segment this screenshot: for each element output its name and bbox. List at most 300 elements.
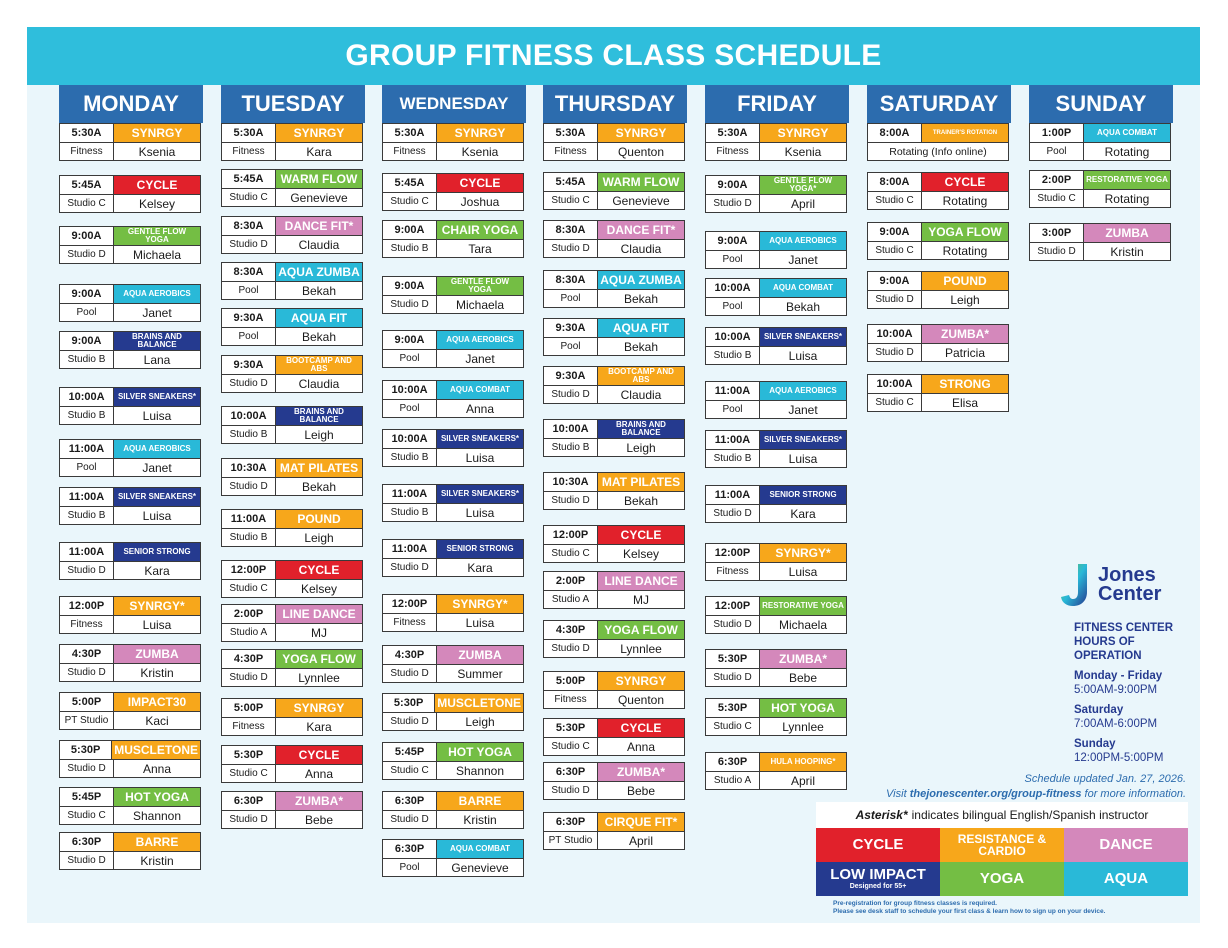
class-card xyxy=(59,439,201,477)
class-time: 5:30A xyxy=(544,124,598,142)
class-location: Studio A xyxy=(222,624,276,641)
class-card xyxy=(382,173,524,211)
class-time: 4:30P xyxy=(60,645,114,663)
hours-day: Sunday xyxy=(1074,738,1116,750)
class-time: 9:00A xyxy=(60,285,114,303)
class-location: Studio D xyxy=(383,296,437,313)
class-name: RESTORATIVE YOGA xyxy=(760,597,846,615)
class-location: Pool xyxy=(1030,143,1084,160)
class-card xyxy=(543,472,685,510)
class-card xyxy=(705,543,847,581)
class-instructor: Luisa xyxy=(465,615,495,630)
class-time: 5:30P xyxy=(544,719,598,737)
class-card xyxy=(221,262,363,300)
class-location: Studio C xyxy=(544,192,598,209)
class-location: Pool xyxy=(706,298,760,315)
class-time: 10:00A xyxy=(706,279,760,297)
class-instructor: Bekah xyxy=(301,329,337,344)
class-time: 9:00A xyxy=(383,331,437,349)
class-card xyxy=(705,175,847,213)
class-time: 9:30A xyxy=(544,367,598,385)
class-name: SYNRGY xyxy=(598,672,684,690)
class-time: 10:00A xyxy=(706,328,760,346)
legend-yoga xyxy=(940,862,1064,896)
category-legend xyxy=(816,802,1188,896)
class-card xyxy=(382,791,524,829)
class-card xyxy=(867,172,1009,210)
class-name: GENTLE FLOW YOGA xyxy=(437,277,523,295)
class-location: Studio C xyxy=(868,394,922,411)
class-name: CYCLE xyxy=(437,174,523,192)
class-name: AQUA COMBAT xyxy=(437,381,523,399)
class-location: Studio C xyxy=(222,189,276,206)
class-name: LINE DANCE xyxy=(276,605,362,623)
hours-title-2: HOURS OF xyxy=(1074,636,1135,648)
legend-cycle xyxy=(816,828,940,862)
class-name: CYCLE xyxy=(598,719,684,737)
class-name: ZUMBA xyxy=(437,646,523,664)
class-name: SYNRGY xyxy=(598,124,684,142)
class-location: Studio D xyxy=(222,669,276,686)
class-card xyxy=(382,330,524,368)
class-card xyxy=(59,832,201,870)
day-column-saturday xyxy=(867,85,1011,410)
class-instructor: Bekah xyxy=(623,291,659,306)
class-time: 10:00A xyxy=(383,381,437,399)
class-time: 1:00P xyxy=(1030,124,1084,142)
class-card xyxy=(382,220,524,258)
class-card xyxy=(867,123,1009,161)
class-instructor: Leigh xyxy=(465,714,495,729)
class-name: WARM FLOW xyxy=(598,173,684,191)
visit-note xyxy=(886,788,1186,800)
class-instructor: April xyxy=(628,833,653,848)
asterisk-text: indicates bilingual English/Spanish instructor xyxy=(911,808,1149,822)
class-time: 10:00A xyxy=(868,375,922,393)
class-instructor: Bekah xyxy=(785,299,821,314)
class-time: 5:30P xyxy=(60,741,112,759)
class-name: ZUMBA* xyxy=(276,792,362,810)
legend-label: YOGA xyxy=(979,870,1025,887)
class-card xyxy=(705,430,847,468)
class-card xyxy=(705,327,847,365)
class-card xyxy=(867,222,1009,260)
title-bar xyxy=(27,27,1200,85)
class-time: 5:30A xyxy=(706,124,760,142)
day-header: SUNDAY xyxy=(1029,85,1173,123)
class-card xyxy=(382,429,524,467)
class-instructor: Michaela xyxy=(455,297,505,312)
class-card xyxy=(221,560,363,598)
class-name: AQUA COMBAT xyxy=(760,279,846,297)
page-title: GROUP FITNESS CLASS SCHEDULE xyxy=(345,39,882,72)
class-time: 11:00A xyxy=(60,440,114,458)
class-location: Fitness xyxy=(222,143,276,160)
class-location: Studio D xyxy=(60,760,114,777)
class-location: Studio B xyxy=(222,426,276,443)
class-name: DANCE FIT* xyxy=(276,217,362,235)
class-location: Pool xyxy=(706,401,760,418)
day-header: MONDAY xyxy=(59,85,203,123)
class-time: 12:00P xyxy=(706,597,760,615)
class-location: Studio D xyxy=(222,478,276,495)
class-card xyxy=(382,380,524,418)
class-card xyxy=(543,419,685,457)
class-name: SYNRGY* xyxy=(760,544,846,562)
class-instructor: Kristin xyxy=(1110,244,1144,259)
class-time: 3:00P xyxy=(1030,224,1084,242)
class-card xyxy=(221,216,363,254)
legend-label: AQUA xyxy=(1103,870,1149,887)
visit-prefix: Visit xyxy=(886,788,907,800)
visit-link[interactable]: thejonescenter.org/group-fitness xyxy=(909,788,1082,800)
class-location: Pool xyxy=(544,338,598,355)
class-card xyxy=(1029,170,1171,208)
class-name: CHAIR YOGA xyxy=(437,221,523,239)
class-location: Studio B xyxy=(60,407,114,424)
class-time: 5:30A xyxy=(222,124,276,142)
class-card xyxy=(705,649,847,687)
class-time: 5:45A xyxy=(60,176,114,194)
class-location: Studio B xyxy=(706,347,760,364)
class-instructor: Bebe xyxy=(304,812,334,827)
legend-dance xyxy=(1064,828,1188,862)
day-header: SATURDAY xyxy=(867,85,1011,123)
class-card xyxy=(59,123,201,161)
class-time: 4:30P xyxy=(383,646,437,664)
class-time: 6:30P xyxy=(383,792,437,810)
class-name: AQUA AEROBICS xyxy=(114,440,200,458)
hours-time: 5:00AM-9:00PM xyxy=(1074,684,1158,696)
class-time: 11:00A xyxy=(383,485,437,503)
class-time: 10:00A xyxy=(544,420,598,438)
class-location: Fitness xyxy=(544,143,598,160)
class-location: Pool xyxy=(383,350,437,367)
class-time: 6:30P xyxy=(544,813,598,831)
class-instructor: Ksenia xyxy=(461,144,499,159)
class-instructor: Kelsey xyxy=(300,581,338,596)
class-name: BARRE xyxy=(437,792,523,810)
hours-time: 7:00AM-6:00PM xyxy=(1074,718,1158,730)
class-name: POUND xyxy=(276,510,362,528)
class-card xyxy=(543,123,685,161)
class-location: Fitness xyxy=(383,143,437,160)
class-time: 8:30A xyxy=(544,221,598,239)
class-time: 5:45P xyxy=(60,788,114,806)
class-location: Studio D xyxy=(222,375,276,392)
footnote-line-1: Pre-registration for group fitness classes is required. xyxy=(833,900,997,907)
legend-resist xyxy=(940,828,1064,862)
class-name: HOT YOGA xyxy=(760,699,846,717)
class-name: CYCLE xyxy=(276,746,362,764)
class-name: SILVER SNEAKERS* xyxy=(114,388,200,406)
class-instructor: Lynnlee xyxy=(298,670,340,685)
class-time: 9:30A xyxy=(544,319,598,337)
class-location: Studio C xyxy=(706,718,760,735)
class-time: 5:30P xyxy=(222,746,276,764)
legend-label: CYCLE xyxy=(852,836,904,853)
legend-sublabel: Designed for 55+ xyxy=(849,882,907,890)
class-instructor: Lynnlee xyxy=(782,719,824,734)
class-instructor: Claudia xyxy=(298,237,340,252)
class-card xyxy=(59,284,201,322)
class-location: Studio D xyxy=(60,664,114,681)
class-name: RESTORATIVE YOGA xyxy=(1084,171,1170,189)
class-time: 9:00A xyxy=(706,232,760,250)
class-location: Studio C xyxy=(868,192,922,209)
class-instructor: April xyxy=(790,196,815,211)
class-time: 11:00A xyxy=(60,488,114,506)
class-instructor: Kristin xyxy=(140,853,174,868)
class-location: Studio D xyxy=(544,640,598,657)
class-name: POUND xyxy=(922,272,1008,290)
asterisk-label: Asterisk* xyxy=(855,808,908,822)
class-location: Pool xyxy=(222,282,276,299)
class-location: Studio D xyxy=(60,852,114,869)
class-name: SYNRGY* xyxy=(437,595,523,613)
class-location: Studio C xyxy=(383,762,437,779)
class-instructor: Janet xyxy=(788,402,818,417)
class-time: 9:00A xyxy=(60,227,114,245)
class-time: 4:30P xyxy=(222,650,276,668)
class-time: 9:00A xyxy=(868,272,922,290)
class-card xyxy=(382,742,524,780)
class-name: SENIOR STRONG xyxy=(437,540,523,558)
class-instructor: Claudia xyxy=(620,241,662,256)
class-name: HOT YOGA xyxy=(437,743,523,761)
class-time: 5:45A xyxy=(383,174,437,192)
class-name: SILVER SNEAKERS* xyxy=(114,488,200,506)
class-location: Pool xyxy=(60,459,114,476)
schedule-updated-note: Schedule updated Jan. 27, 2026. xyxy=(1024,773,1186,785)
class-card xyxy=(221,698,363,736)
class-name: BOOTCAMP AND ABS xyxy=(276,356,362,374)
class-instructor: Kara xyxy=(144,563,170,578)
day-column-tuesday xyxy=(221,85,365,827)
class-name: AQUA FIT xyxy=(598,319,684,337)
class-card xyxy=(59,644,201,682)
class-card xyxy=(221,604,363,642)
class-instructor: Bebe xyxy=(626,783,656,798)
class-instructor: Kara xyxy=(790,506,816,521)
class-card xyxy=(382,276,524,314)
class-location: Studio D xyxy=(706,195,760,212)
class-card xyxy=(705,596,847,634)
class-name: AQUA ZUMBA xyxy=(276,263,362,281)
class-name: SYNRGY xyxy=(437,124,523,142)
class-time: 8:00A xyxy=(868,124,922,142)
day-column-friday xyxy=(705,85,849,788)
class-location: Fitness xyxy=(706,143,760,160)
class-card xyxy=(221,169,363,207)
class-card xyxy=(221,509,363,547)
class-instructor: Leigh xyxy=(304,427,334,442)
class-time: 5:45A xyxy=(544,173,598,191)
class-time: 10:30A xyxy=(544,473,598,491)
class-name: BRAINS AND BALANCE xyxy=(114,332,200,350)
class-time: 11:00A xyxy=(383,540,437,558)
footnote xyxy=(833,900,1105,916)
class-location: Studio D xyxy=(544,386,598,403)
class-card xyxy=(1029,123,1171,161)
class-name: SENIOR STRONG xyxy=(114,543,200,561)
class-location: Pool xyxy=(60,304,114,321)
class-time: 6:30P xyxy=(383,840,437,858)
class-location: Studio D xyxy=(1030,243,1084,260)
class-name: MUSCLETONE xyxy=(114,743,198,757)
class-card xyxy=(382,645,524,683)
class-name: CYCLE xyxy=(276,561,362,579)
class-card xyxy=(867,374,1009,412)
day-column-wednesday xyxy=(382,85,526,875)
class-name: AQUA COMBAT xyxy=(1084,124,1170,142)
class-instructor: Elisa xyxy=(951,395,978,410)
class-time: 9:30A xyxy=(222,356,276,374)
class-instructor: Leigh xyxy=(950,292,980,307)
class-location: Pool xyxy=(383,859,437,876)
class-instructor: Shannon xyxy=(455,763,505,778)
class-card xyxy=(221,123,363,161)
class-card xyxy=(543,220,685,258)
class-instructor: Summer xyxy=(457,666,503,681)
class-location: Studio D xyxy=(544,492,598,509)
class-time: 5:45P xyxy=(383,743,437,761)
class-name: BRAINS AND BALANCE xyxy=(598,420,684,438)
class-card xyxy=(382,123,524,161)
class-time: 9:00A xyxy=(383,221,437,239)
class-card xyxy=(221,745,363,783)
class-instructor: Luisa xyxy=(788,348,818,363)
class-name: TRAINER'S ROTATION xyxy=(922,124,1008,142)
class-instructor: Kara xyxy=(306,144,332,159)
class-location: Studio B xyxy=(383,449,437,466)
class-name: CYCLE xyxy=(922,173,1008,191)
class-card xyxy=(543,671,685,709)
class-location: Studio D xyxy=(706,505,760,522)
day-header: FRIDAY xyxy=(705,85,849,123)
class-card xyxy=(382,484,524,522)
class-card xyxy=(221,355,363,393)
class-location: Pool xyxy=(706,251,760,268)
class-card xyxy=(543,812,685,850)
class-name: IMPACT30 xyxy=(114,693,200,711)
class-instructor: Michaela xyxy=(132,247,182,262)
hours-title-3: OPERATION xyxy=(1074,650,1142,662)
class-location: Rotating (Info online) xyxy=(889,145,987,158)
class-location: Studio C xyxy=(868,242,922,259)
jones-center-logo-icon xyxy=(1060,562,1094,608)
class-location: Studio B xyxy=(60,351,114,368)
class-location: Studio A xyxy=(544,591,598,608)
class-time: 9:00A xyxy=(706,176,760,194)
class-card xyxy=(221,406,363,444)
class-name: CYCLE xyxy=(114,176,200,194)
class-name: LINE DANCE xyxy=(598,572,684,590)
class-card xyxy=(543,620,685,658)
class-instructor: Kelsey xyxy=(138,196,176,211)
class-card xyxy=(705,381,847,419)
hours-day: Saturday xyxy=(1074,704,1124,716)
class-card xyxy=(59,787,201,825)
class-location: Studio B xyxy=(544,439,598,456)
class-card xyxy=(59,740,201,778)
class-instructor: Luisa xyxy=(142,617,172,632)
class-card xyxy=(382,594,524,632)
class-card xyxy=(59,175,201,213)
class-instructor: Bebe xyxy=(788,670,818,685)
class-name: AQUA COMBAT xyxy=(437,840,523,858)
class-location: Studio D xyxy=(222,811,276,828)
class-location: PT Studio xyxy=(60,712,114,729)
class-location: Studio D xyxy=(544,240,598,257)
class-instructor: Lynnlee xyxy=(620,641,662,656)
class-name: AQUA AEROBICS xyxy=(437,331,523,349)
class-name: CIRQUE FIT* xyxy=(598,813,684,831)
class-time: 5:30P xyxy=(706,650,760,668)
class-card xyxy=(59,331,201,369)
class-card xyxy=(705,278,847,316)
class-location: Studio C xyxy=(1030,190,1084,207)
class-name: ZUMBA* xyxy=(922,325,1008,343)
jones-center-logo xyxy=(1060,562,1161,608)
class-name: STRONG xyxy=(922,375,1008,393)
class-location: Studio D xyxy=(383,665,437,682)
asterisk-note xyxy=(816,802,1188,828)
class-time: 9:00A xyxy=(383,277,437,295)
class-instructor: Rotating xyxy=(1104,144,1150,159)
class-location: Studio D xyxy=(868,344,922,361)
class-location: Studio B xyxy=(222,529,276,546)
class-location: Fitness xyxy=(383,614,437,631)
class-time: 12:00P xyxy=(60,597,114,615)
class-instructor: Michaela xyxy=(778,617,828,632)
class-time: 12:00P xyxy=(706,544,760,562)
class-instructor: Bekah xyxy=(301,479,337,494)
class-name: HULA HOOPING* xyxy=(760,753,846,771)
class-card xyxy=(543,366,685,404)
class-instructor: Janet xyxy=(142,460,172,475)
class-location: Fitness xyxy=(60,616,114,633)
class-location: Fitness xyxy=(60,143,114,160)
class-card xyxy=(59,226,201,264)
legend-aqua xyxy=(1064,862,1188,896)
class-time: 12:00P xyxy=(544,526,598,544)
class-instructor: Kristin xyxy=(463,812,497,827)
class-instructor: Genevieve xyxy=(612,193,670,208)
class-instructor: Luisa xyxy=(465,450,495,465)
class-name: BRAINS AND BALANCE xyxy=(276,407,362,425)
class-instructor: Ksenia xyxy=(784,144,822,159)
class-name: MAT PILATES xyxy=(598,473,684,491)
class-card xyxy=(382,839,524,877)
class-card xyxy=(59,692,201,730)
class-name: AQUA AEROBICS xyxy=(760,232,846,250)
class-card xyxy=(59,542,201,580)
class-instructor: Bekah xyxy=(623,493,659,508)
class-card xyxy=(382,693,524,731)
class-instructor: Leigh xyxy=(626,440,656,455)
class-card xyxy=(543,718,685,756)
class-instructor: Joshua xyxy=(460,194,500,209)
hours-time: 12:00PM-5:00PM xyxy=(1074,752,1164,764)
class-time: 5:30A xyxy=(383,124,437,142)
class-card xyxy=(867,324,1009,362)
class-location: Studio D xyxy=(706,669,760,686)
class-card xyxy=(543,318,685,356)
class-name: MUSCLETONE xyxy=(437,696,521,710)
class-card xyxy=(221,308,363,346)
class-name: DANCE FIT* xyxy=(598,221,684,239)
